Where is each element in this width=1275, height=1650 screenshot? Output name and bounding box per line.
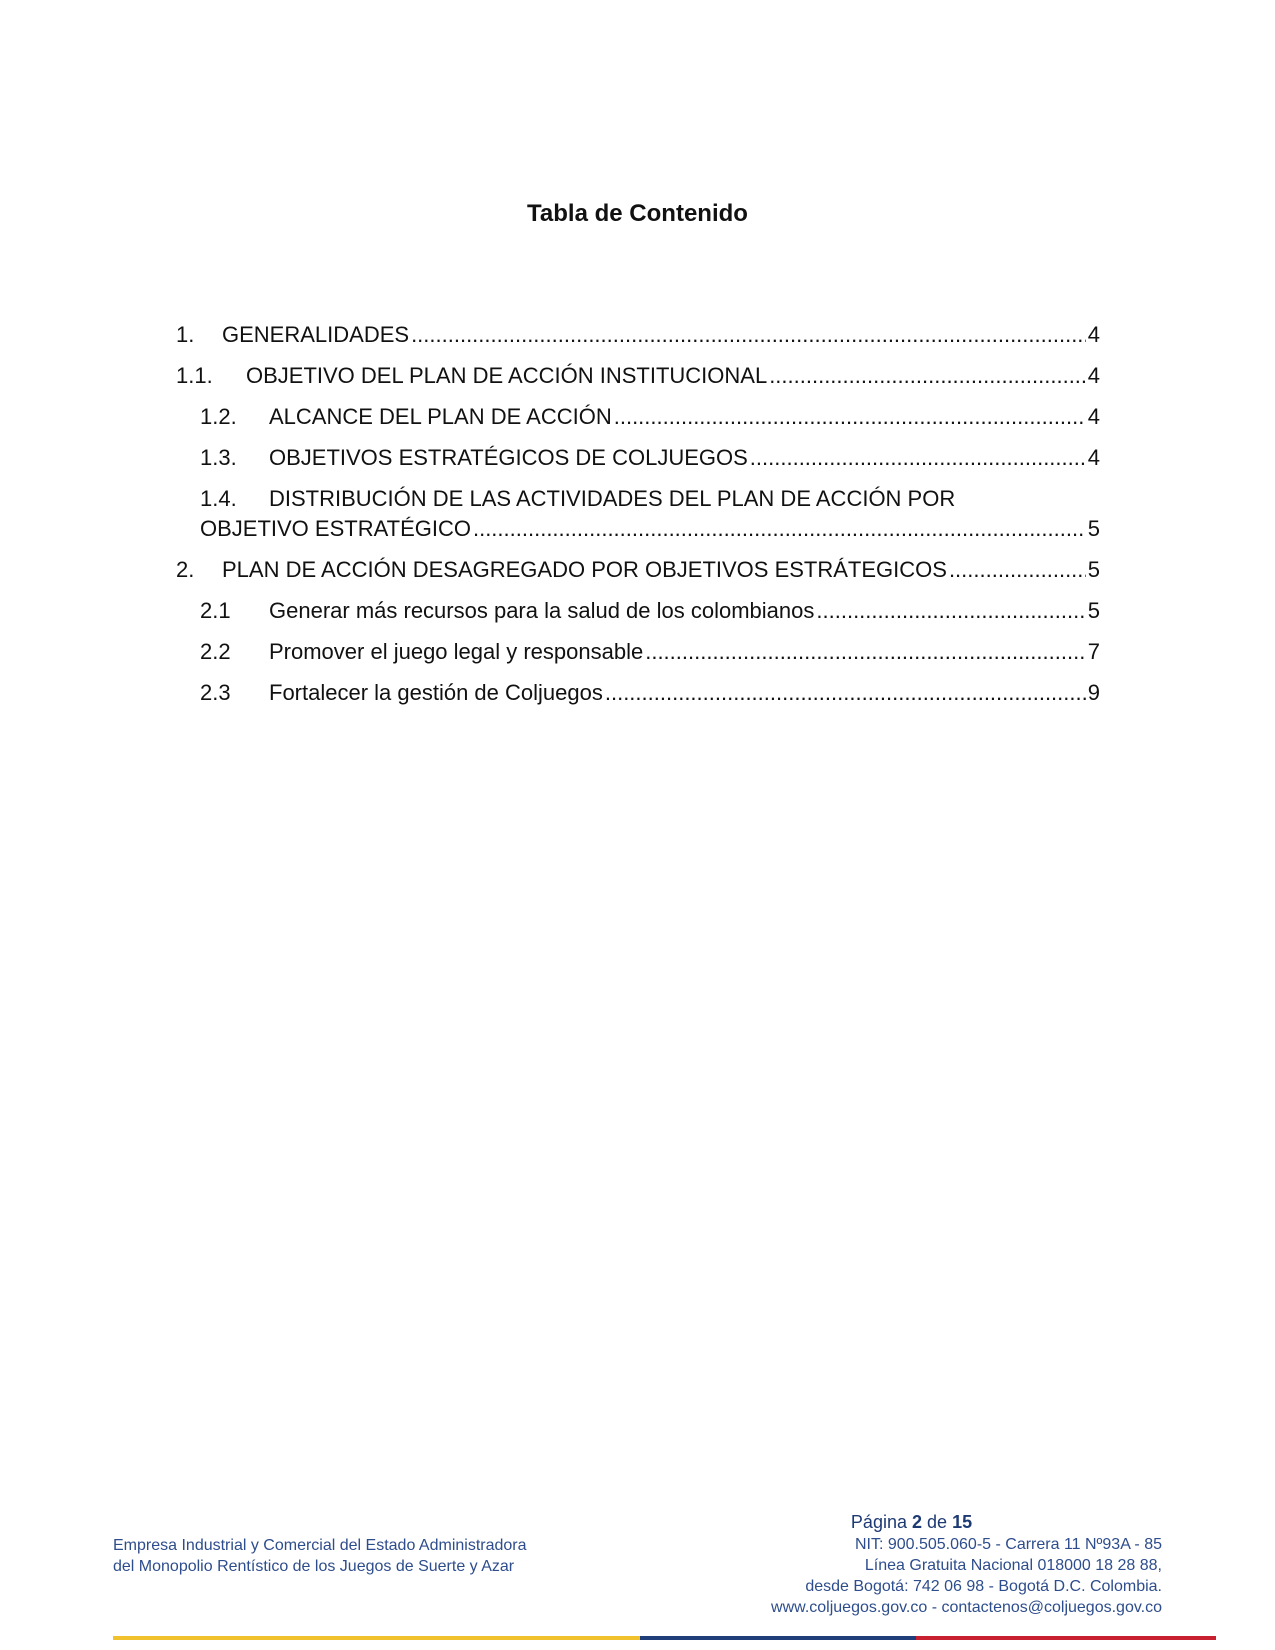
toc-text: OBJETIVOS ESTRATÉGICOS DE COLJUEGOS (269, 445, 748, 470)
toc-page: 4 (1087, 445, 1100, 470)
page-title: Tabla de Contenido (527, 200, 748, 227)
toc-entry[interactable] (176, 320, 1100, 350)
toc-entry[interactable] (176, 361, 1100, 391)
footer-color-bar (113, 1636, 1216, 1640)
toc-leader (949, 555, 1086, 585)
toc-text: ALCANCE DEL PLAN DE ACCIÓN (269, 404, 612, 429)
toc-text: OBJETIVO DEL PLAN DE ACCIÓN INSTITUCIONAL (246, 363, 768, 388)
toc-leader (411, 320, 1086, 350)
toc-text: Generar más recursos para la salud de los colombianos (269, 598, 815, 623)
toc-leader (816, 596, 1085, 626)
table-of-contents (176, 320, 1100, 719)
toc-number: 1.2. (200, 404, 237, 429)
toc-text: DISTRIBUCIÓN DE LAS ACTIVIDADES DEL PLAN DE ACCIÓN POR (269, 486, 956, 511)
toc-entry[interactable] (176, 555, 1100, 585)
page-of: de (927, 1512, 948, 1532)
bar-blue (640, 1636, 916, 1640)
toc-number: 2.2 (200, 639, 231, 664)
page-label: Página (850, 1512, 907, 1532)
toc-text: Promover el juego legal y responsable (269, 639, 644, 664)
toc-text-continued: OBJETIVO ESTRATÉGICO (200, 516, 471, 541)
toc-leader (769, 361, 1086, 391)
footer-company (113, 1535, 527, 1577)
bar-yellow (113, 1636, 640, 1640)
toc-page: 4 (1087, 363, 1100, 388)
footer-contact-line: desde Bogotá: 742 06 98 - Bogotá D.C. Colombia. (805, 1578, 1162, 1595)
toc-entry[interactable] (176, 484, 1100, 544)
toc-number: 2. (176, 557, 195, 582)
toc-entry[interactable] (176, 402, 1100, 432)
toc-leader (473, 514, 1086, 544)
bar-red (916, 1636, 1216, 1640)
toc-text: GENERALIDADES (222, 322, 410, 347)
footer-company-line: Empresa Industrial y Comercial del Estado Administradora (113, 1537, 527, 1554)
toc-leader (750, 443, 1086, 473)
toc-number: 1.1. (176, 363, 213, 388)
toc-number: 2.1 (200, 598, 231, 623)
page-total: 15 (952, 1512, 973, 1532)
footer-contact (771, 1512, 1162, 1618)
toc-page: 5 (1087, 598, 1100, 623)
footer-company-line: del Monopolio Rentístico de los Juegos de Suerte y Azar (113, 1558, 515, 1575)
toc-number: 1. (176, 322, 195, 347)
toc-entry[interactable] (176, 443, 1100, 473)
toc-page: 5 (1087, 557, 1100, 582)
toc-leader (645, 637, 1086, 667)
toc-entry[interactable] (176, 596, 1100, 626)
toc-text: PLAN DE ACCIÓN DESAGREGADO POR OBJETIVOS ESTRÁTEGICOS (222, 557, 947, 582)
footer-contact-line: NIT: 900.505.060-5 - Carrera 11 Nº93A - 85 (854, 1536, 1162, 1553)
toc-entry[interactable] (176, 678, 1100, 708)
footer-contact-line[interactable]: www.coljuegos.gov.co - contactenos@coljuegos.gov.co (771, 1599, 1162, 1616)
toc-page: 4 (1087, 322, 1100, 347)
toc-page: 4 (1087, 404, 1100, 429)
toc-entry[interactable] (176, 637, 1100, 667)
toc-leader (605, 678, 1086, 708)
toc-page: 7 (1087, 639, 1100, 664)
toc-page: 9 (1087, 680, 1100, 705)
toc-page: 5 (1087, 516, 1100, 541)
toc-number: 1.4. (200, 486, 237, 511)
toc-leader (614, 402, 1086, 432)
page-current: 2 (912, 1512, 923, 1532)
toc-number: 2.3 (200, 680, 231, 705)
page-number (771, 1512, 1162, 1533)
footer-contact-line: Línea Gratuita Nacional 018000 18 28 88, (864, 1557, 1162, 1574)
toc-number: 1.3. (200, 445, 237, 470)
toc-text: Fortalecer la gestión de Coljuegos (269, 680, 603, 705)
